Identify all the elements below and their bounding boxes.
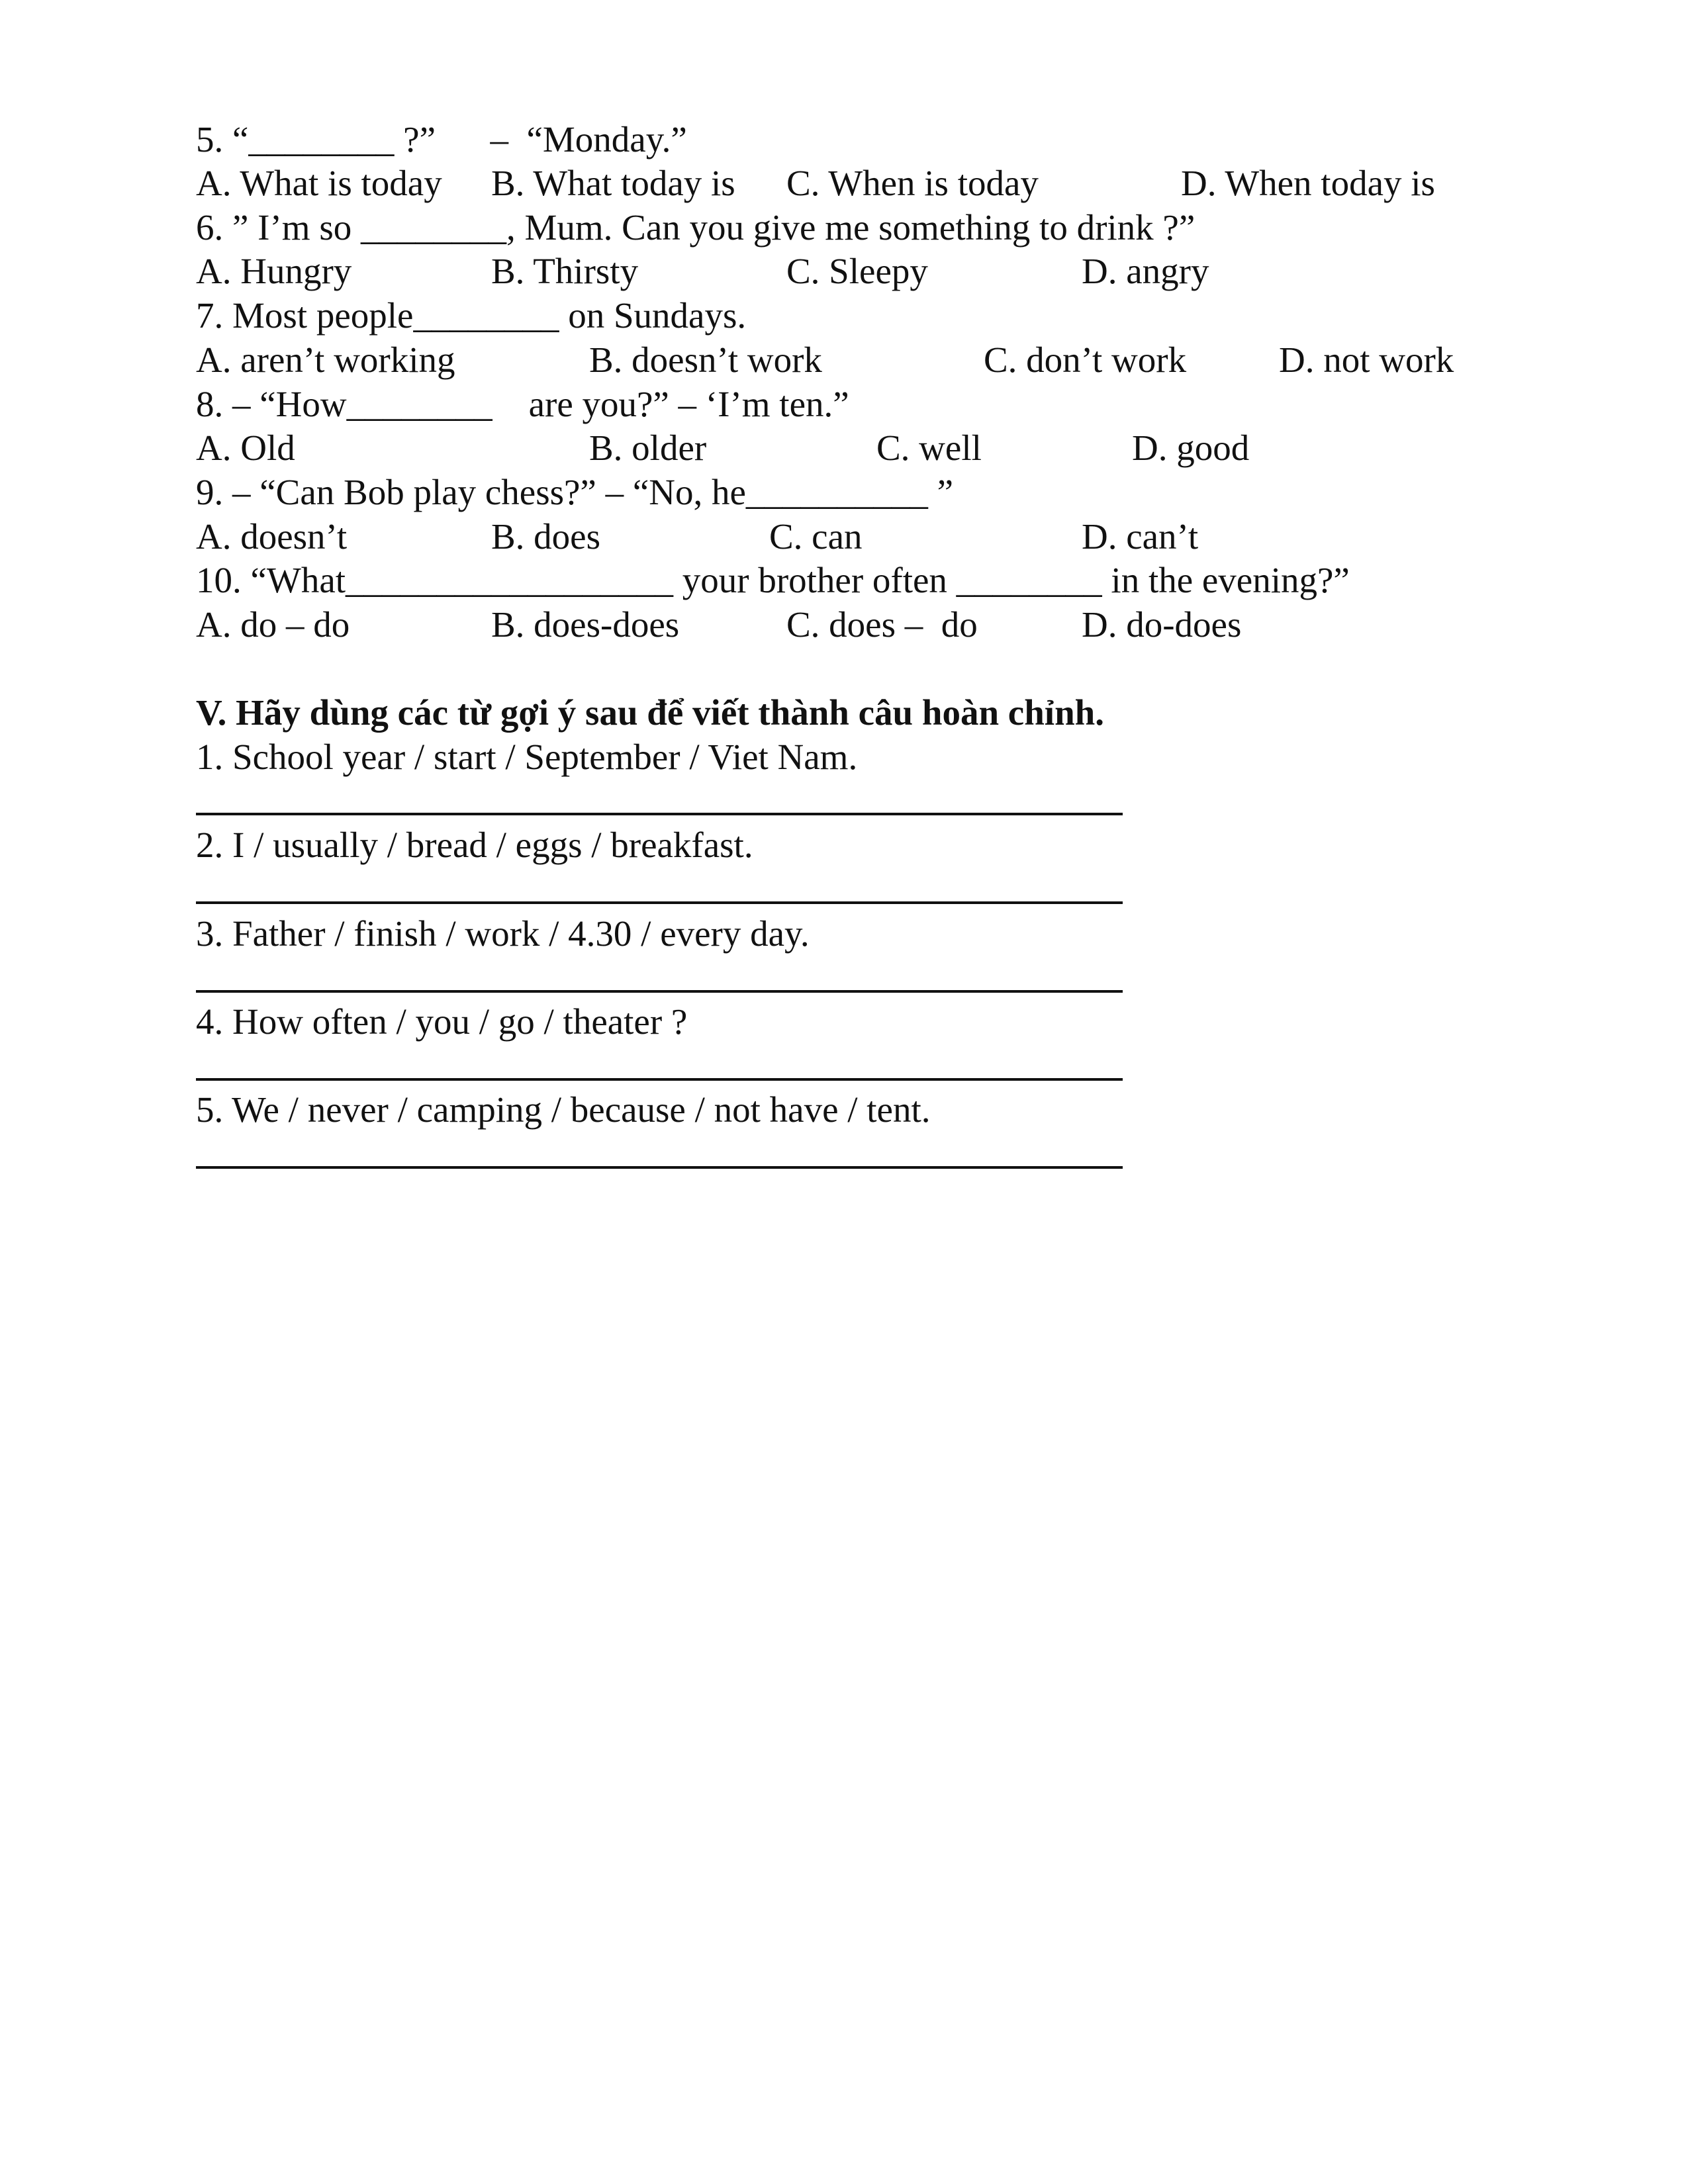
option-c: C. When is today <box>786 163 1039 203</box>
prompt-text: 2. I / usually / bread / eggs / breakfast. <box>196 825 753 865</box>
question-8-stem <box>0 383 1688 426</box>
question-5-options <box>0 161 1688 205</box>
option-a: A. Old <box>196 428 295 468</box>
question-7-options <box>0 338 1688 382</box>
prompt-text: 1. School year / start / September / Viet Nam. <box>196 737 858 777</box>
answer-line-5[interactable] <box>196 1166 1123 1169</box>
question-10-options <box>0 603 1688 647</box>
sentence-prompt-1 <box>0 735 1688 779</box>
option-b: B. older <box>589 428 707 468</box>
prompt-text: 4. How often / you / go / theater ? <box>196 1001 688 1042</box>
option-d: D. not work <box>1279 340 1454 380</box>
option-a: A. do – do <box>196 604 350 645</box>
answer-line-1[interactable] <box>196 813 1123 815</box>
sentence-prompt-2 <box>0 823 1688 867</box>
answer-line-4[interactable] <box>196 1078 1123 1081</box>
sentence-prompt-3 <box>0 912 1688 956</box>
question-stem-text: 10. “What__________________ your brother often ________ in the evening?” <box>196 560 1350 600</box>
sentence-prompt-5 <box>0 1088 1688 1132</box>
option-b: B. doesn’t work <box>589 340 822 380</box>
option-a: A. aren’t working <box>196 340 455 380</box>
question-6-options <box>0 250 1688 293</box>
answer-line-2[interactable] <box>196 901 1123 904</box>
option-d: D. can’t <box>1082 516 1199 557</box>
option-d: D. do-does <box>1082 604 1242 645</box>
question-stem-text: 7. Most people________ on Sundays. <box>196 295 747 336</box>
question-stem-text: 8. – “How________ are you?” – ‘I’m ten.” <box>196 384 849 424</box>
option-b: B. does-does <box>491 604 680 645</box>
section-heading-text: V. Hãy dùng các từ gợi ý sau để viết thành câu hoàn chỉnh. <box>196 692 1105 733</box>
question-6-stem <box>0 206 1688 250</box>
answer-line-3[interactable] <box>196 990 1123 993</box>
option-a: A. doesn’t <box>196 516 348 557</box>
option-c: C. does – do <box>786 604 978 645</box>
question-stem-text: 9. – “Can Bob play chess?” – “No, he__________ ” <box>196 472 954 512</box>
question-7-stem <box>0 294 1688 338</box>
option-c: C. Sleepy <box>786 251 928 291</box>
option-d: D. angry <box>1082 251 1209 291</box>
prompt-text: 3. Father / finish / work / 4.30 / every day. <box>196 913 810 954</box>
option-c: C. don’t work <box>984 340 1187 380</box>
question-9-stem <box>0 471 1688 514</box>
option-c: C. well <box>876 428 982 468</box>
option-b: B. What today is <box>491 163 735 203</box>
option-c: C. can <box>769 516 863 557</box>
option-d: D. When today is <box>1181 163 1435 203</box>
sentence-prompt-4 <box>0 1000 1688 1044</box>
option-d: D. good <box>1132 428 1250 468</box>
prompt-text: 5. We / never / camping / because / not have / tent. <box>196 1089 931 1130</box>
option-a: A. What is today <box>196 163 442 203</box>
option-b: B. does <box>491 516 600 557</box>
question-10-stem <box>0 559 1688 602</box>
question-5-stem <box>0 118 1688 161</box>
question-8-options <box>0 426 1688 470</box>
question-9-options <box>0 515 1688 559</box>
option-b: B. Thirsty <box>491 251 639 291</box>
section-v-heading <box>0 691 1688 735</box>
option-a: A. Hungry <box>196 251 352 291</box>
question-stem-text: 5. “________ ?” – “Monday.” <box>196 119 687 159</box>
question-stem-text: 6. ” I’m so ________, Mum. Can you give me something to drink ?” <box>196 207 1196 248</box>
